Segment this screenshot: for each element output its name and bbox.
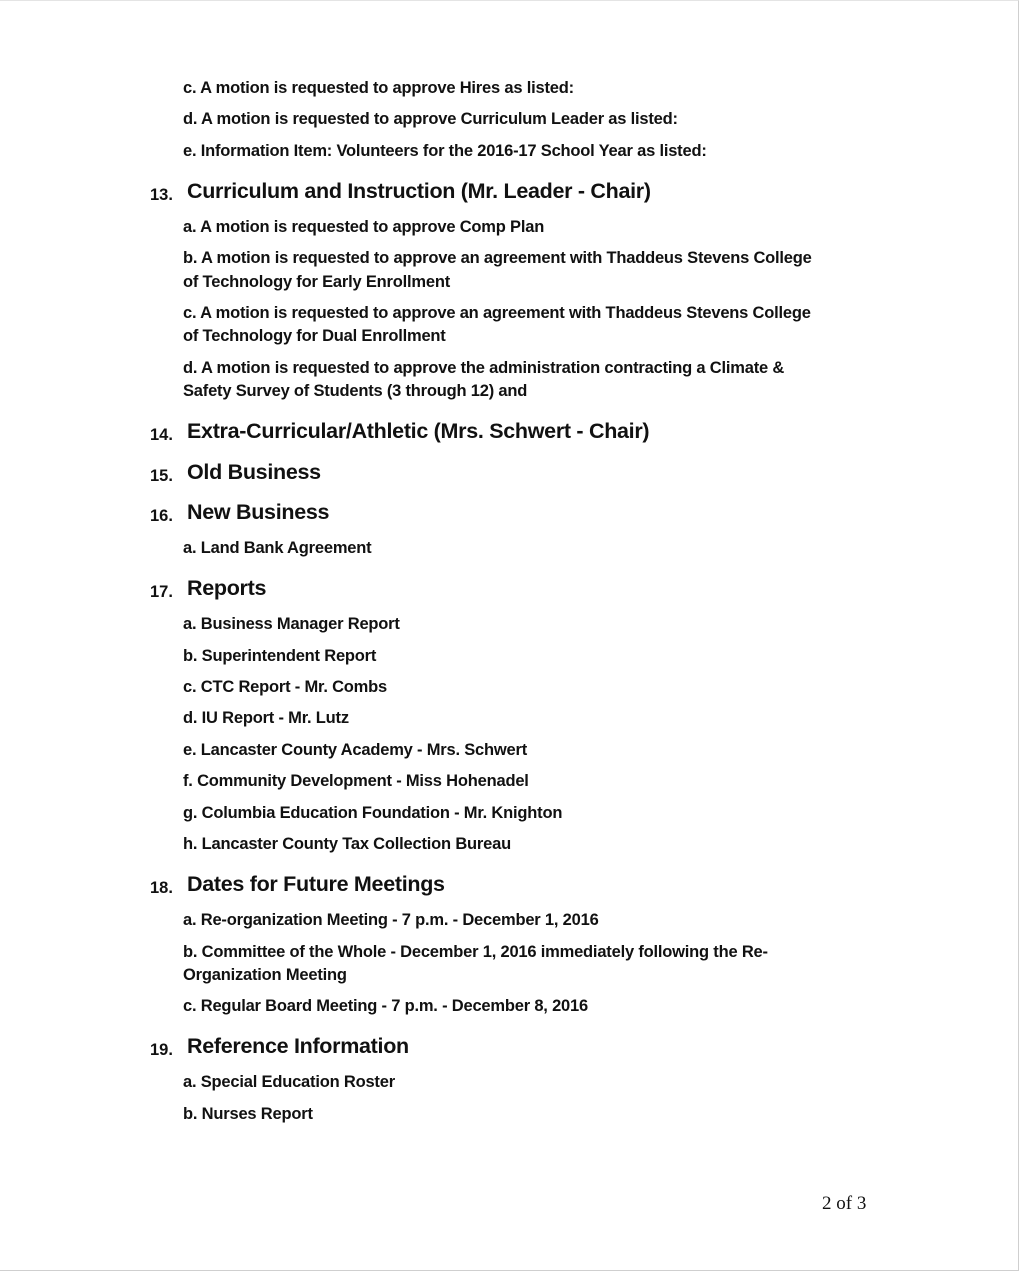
agenda-item: d. A motion is requested to approve the administration contracting a Climate &	[183, 359, 785, 377]
section-title: Reports	[187, 576, 267, 600]
section-number: 14.	[150, 426, 173, 444]
agenda-item: a. Business Manager Report	[183, 615, 400, 633]
agenda-item: c. A motion is requested to approve an agreement with Thaddeus Stevens College	[183, 304, 811, 322]
agenda-item: a. Special Education Roster	[183, 1073, 395, 1091]
section-number: 16.	[150, 507, 173, 525]
agenda-item-continued: of Technology for Early Enrollment	[183, 273, 451, 291]
agenda-item: e. Information Item: Volunteers for the 2016-17 School Year as listed:	[183, 142, 707, 160]
agenda-item: c. A motion is requested to approve Hires as listed:	[183, 79, 574, 97]
section-number: 17.	[150, 583, 173, 601]
section-title: Old Business	[187, 460, 321, 484]
agenda-item: b. Committee of the Whole - December 1, 2016 immediately following the Re-	[183, 943, 768, 961]
agenda-item: c. CTC Report - Mr. Combs	[183, 678, 388, 696]
agenda-item: c. Regular Board Meeting - 7 p.m. - December 8, 2016	[183, 997, 588, 1015]
section-title: Reference Information	[187, 1034, 409, 1058]
agenda-item: g. Columbia Education Foundation - Mr. Knighton	[183, 804, 563, 822]
section-title: Extra-Curricular/Athletic (Mrs. Schwert - Chair)	[187, 419, 650, 443]
agenda-item: h. Lancaster County Tax Collection Bureau	[183, 835, 511, 853]
agenda-item: f. Community Development - Miss Hohenadel	[183, 772, 529, 790]
agenda-item: a. A motion is requested to approve Comp Plan	[183, 218, 545, 236]
agenda-item: d. A motion is requested to approve Curriculum Leader as listed:	[183, 110, 678, 128]
agenda-item: b. A motion is requested to approve an agreement with Thaddeus Stevens College	[183, 249, 812, 267]
agenda-item: d. IU Report - Mr. Lutz	[183, 709, 349, 727]
section-title: Dates for Future Meetings	[187, 872, 445, 896]
agenda-item-continued: of Technology for Dual Enrollment	[183, 327, 446, 345]
agenda-item: a. Re-organization Meeting - 7 p.m. - December 1, 2016	[183, 911, 599, 929]
section-title: New Business	[187, 500, 330, 524]
agenda-item: e. Lancaster County Academy - Mrs. Schwert	[183, 741, 528, 759]
agenda-item-continued: Safety Survey of Students (3 through 12) and	[183, 382, 528, 400]
section-number: 19.	[150, 1041, 173, 1059]
agenda-item: b. Nurses Report	[183, 1105, 313, 1123]
agenda-item: b. Superintendent Report	[183, 647, 377, 665]
agenda-item: a. Land Bank Agreement	[183, 539, 372, 557]
section-number: 13.	[150, 186, 173, 204]
section-number: 15.	[150, 467, 173, 485]
section-title: Curriculum and Instruction (Mr. Leader - Chair)	[187, 179, 651, 203]
section-number: 18.	[150, 879, 173, 897]
agenda-item-continued: Organization Meeting	[183, 966, 347, 984]
page-number: 2 of 3	[822, 1193, 867, 1214]
